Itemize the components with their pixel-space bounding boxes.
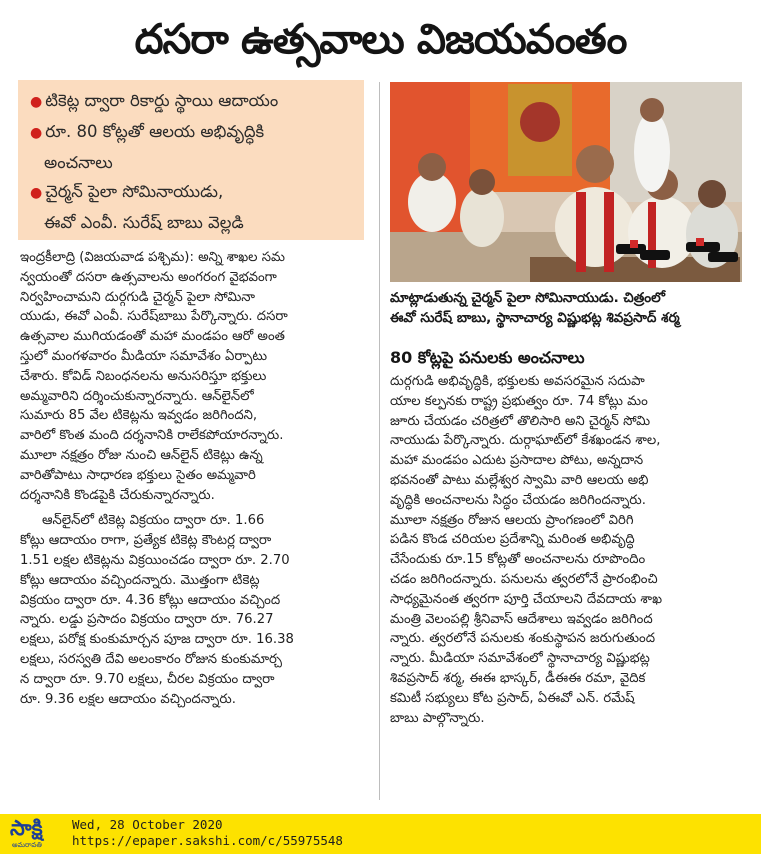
body-line: బాబు పాల్గొన్నారు. [390, 710, 485, 726]
body-line: నాయుడు పేర్కొన్నారు. దుర్గాఘాట్‌లో కేశఖండన శాల, [390, 433, 661, 449]
highlight-item: ● చైర్మన్ పైలా సోమినాయుడు, [30, 182, 224, 201]
right-column [390, 372, 742, 728]
highlight-item: ● టికెట్ల ద్వారా రికార్డు స్థాయి ఆదాయం [30, 91, 279, 110]
body-line: కోట్లు ఆదాయం వచ్చిందన్నారు. మొత్తంగా టికెట్ల [20, 572, 260, 588]
body-line: న్వయంతో దసరా ఉత్సవాలను అంగరంగ వైభవంగా [20, 269, 277, 285]
highlights-box [18, 80, 364, 240]
body-line: వృద్ధికి అంచనాలను సిద్ధం చేయడం జరిగిందన్నారు. [390, 492, 646, 508]
body-line: శివప్రసాద్ శర్మ, ఈఈ భాస్కర్, డీఈఈ రమా, వైదిక [390, 670, 646, 686]
body-line: లక్షలు, సరస్వతి దేవి అలంకారం రోజున కుంకుమార్చ [20, 651, 282, 667]
body-line: ఆన్‌లైన్‌లో టికెట్ల విక్రయం ద్వారా రూ. 1.66 [42, 513, 265, 529]
caption-line: మాట్లాడుతున్న చైర్మన్ పైలా సోమినాయుడు. చిత్రంలో [390, 290, 666, 306]
body-line: చేశారు. కోవిడ్ నిబంధనలను అనుసరిస్తూ భక్తులు [20, 368, 267, 384]
body-line: యాల కల్పనకు రాష్ట్ర ప్రభుత్వం రూ. 74 కోట్లు మం [390, 393, 648, 409]
body-line: సాధ్యమైనంత త్వరగా పూర్తి చేయాలని దేవదాయ శాఖ [390, 591, 663, 607]
body-line: రూ. 9.36 లక్షల ఆదాయం వచ్చిందన్నారు. [20, 691, 236, 707]
body-line: న ద్వారా రూ. 9.70 లక్షలు, చీరల విక్రయం ద్వారా [20, 671, 275, 687]
sakshi-logo[interactable] [4, 816, 66, 852]
footer-info [72, 817, 343, 849]
body-line: సుమారు 85 వేల టికెట్లను ఇవ్వడం జరిగిందని, [20, 408, 258, 424]
body-line: చేసేందుకు రూ.15 కోట్లతో అంచనాలను రూపొందిం [390, 552, 646, 568]
highlight-item: ● రూ. 80 కోట్లతో ఆలయ అభివృద్ధికి [30, 122, 265, 141]
body-line: వారిలో కొంత మంది దర్శనానికి రాలేకపోయారన్నారు. [20, 428, 284, 444]
body-line: భవనంతో పాటు మల్లేశ్వర స్వామి వారి ఆలయ అభి [390, 472, 649, 488]
logo-text: సాక్షి [10, 816, 43, 840]
body-line: వారితోపాటు సాధారణ భక్తులు సైతం అమ్మవారి [20, 467, 256, 483]
body-line: మహా మండపం ఎదుట ప్రసాదాల పోటు, అన్నదాన [390, 453, 644, 469]
body-line: పడిన కొండ చరియల ప్రదేశాన్ని మరింత అభివృద్ధి [390, 532, 635, 548]
epaper-url[interactable]: https://epaper.sakshi.com/c/55975548 [72, 833, 343, 848]
edition-date: Wed, 28 October 2020 [72, 817, 223, 832]
press-photo-illustration [390, 82, 742, 282]
bullet-icon: ● [30, 185, 43, 201]
body-line: న్నారు. మీడియా సమావేశంలో స్థానాచార్య విష్ణుభట్ల [390, 651, 650, 667]
body-line: ఉత్సవాల ముగియడంతో మహా మండపం ఆరో అంత [20, 329, 285, 345]
body-line: అమ్మవారిని దర్శించుకున్నారన్నారు. ఆన్‌లైన్‌లో [20, 388, 254, 404]
body-line: విక్రయం ద్వారా రూ. 4.36 కోట్లు ఆదాయం వచ్చింద [20, 592, 281, 608]
body-line: యుడు, ఈవో ఎంవీ. సురేష్‌బాబు పేర్కొన్నారు. దసరా [20, 309, 288, 325]
left-column [20, 248, 368, 709]
body-line: లక్షలు, పరోక్ష కుంకుమార్చన పూజ ద్వారా రూ. 16.38 [20, 632, 294, 648]
footer-bar [0, 814, 761, 854]
caption-line: ఈవో సురేష్ బాబు, స్థానాచార్య విష్ణుభట్ల శివప్రసాద్ శర్మ [390, 310, 680, 326]
logo-subtitle: అమరావతి [12, 841, 42, 849]
body-line: మంత్రి వెలంపల్లి శ్రీనివాస్ ఆదేశాలు ఇవ్వడం జరిగింద [390, 611, 653, 627]
body-line: స్తులో మంగళవారం మీడియా సమావేశం ఏర్పాటు [20, 348, 268, 364]
photo-caption [390, 288, 742, 328]
body-line: ఇంద్రకీలాద్రి (విజయవాడ పశ్చిమ): అన్ని శాఖల సమ [20, 250, 285, 265]
body-line: కమిటీ సభ్యులు కోట ప్రసాద్, ఏఈవో ఎన్. రమేష్ [390, 690, 635, 706]
body-line: చడం జరిగిందన్నారు. పనులను త్వరలోనే ప్రారంభించి [390, 571, 658, 587]
press-photo [390, 82, 742, 282]
body-line: దర్శనానికి కొండపైకి చేరుకున్నారన్నారు. [20, 487, 215, 503]
headline: దసరా ఉత్సవాలు విజయవంతం [134, 15, 627, 63]
body-line: దుర్గగుడి అభివృద్ధికి, భక్తులకు అవసరమైన సదుపా [390, 374, 645, 389]
body-line: నిర్వహించామని దుర్గగుడి చైర్మన్ పైలా సోమినా [20, 289, 255, 305]
body-line: మూలా నక్షత్రం రోజున ఆలయ ప్రాంగణంలో విరిగి [390, 512, 634, 528]
body-line: న్నారు. లడ్డు ప్రసాదం విక్రయం ద్వారా రూ. 76.27 [20, 612, 274, 628]
bullet-icon: ● [30, 94, 43, 110]
body-line: 1.51 లక్షల టికెట్లను విక్రయించడం ద్వారా రూ. 2.70 [20, 552, 290, 568]
highlight-item-continued: ఈవో ఎంవీ. సురేష్ బాబు వెల్లడి [44, 213, 244, 232]
body-line: కోట్లు ఆదాయం రాగా, ప్రత్యేక టికెట్ల కౌంటర్ల ద్వారా [20, 533, 272, 549]
body-line: మూలా నక్షత్రం రోజు నుంచి ఆన్‌లైన్ టికెట్లు ఉన్న [20, 447, 263, 463]
subheading: 80 కోట్లపై పనులకు అంచనాలు [390, 348, 585, 367]
body-line: జూరు చేయడం చరిత్రలో తొలిసారి అని చైర్మన్ సోమి [390, 413, 651, 429]
highlight-item-continued: అంచనాలు [44, 153, 113, 172]
body-line: న్నారు. త్వరలోనే పనులకు శంకుస్థాపన జరుగుతుంద [390, 631, 656, 647]
column-divider [379, 82, 380, 800]
bullet-icon: ● [30, 125, 43, 141]
